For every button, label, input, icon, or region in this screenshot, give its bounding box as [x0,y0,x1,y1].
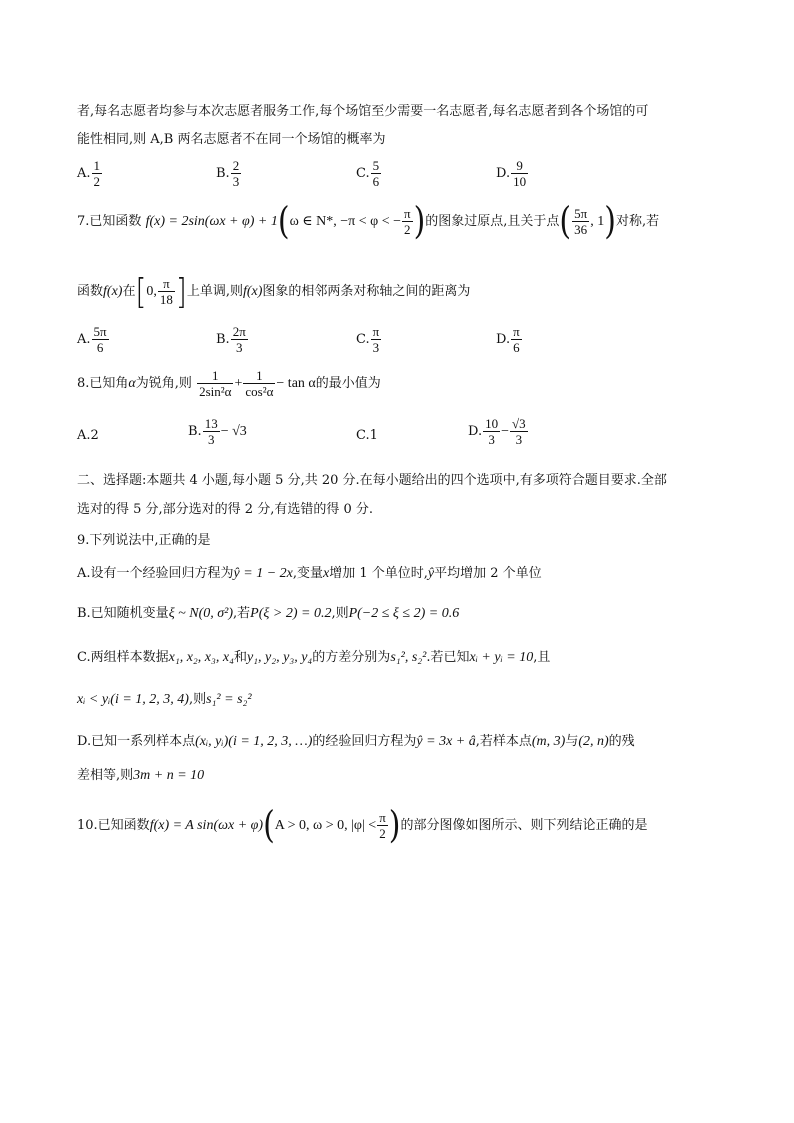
q8-option-d: D. $\frac{10}{3}$ − $\frac{√3}{3}$ [468,416,526,447]
q7-option-d: D. $\frac{\pi}{6}$ [496,324,520,355]
q9-stem: 9.下列说法中,正确的是 [77,533,211,548]
q7-stem-line1: 7.已知函数 f(x) = 2sin(ωx + φ) + 1(ω ∈ N*, −π < φ < − $\frac{\pi}{2}$ )的图象过原点,且关于点( $\frac{5\pi}{36}$ , 1)对称,若 [77,199,660,243]
q6-option-d: D. $\frac{9}{10}$ [496,158,527,189]
q7-option-a: A. $\frac{5\pi}{6}$ [77,324,107,355]
q9-option-c-line2: xᵢ < yᵢ(i = 1, 2, 3, 4),则s₁² = s₂² [77,692,252,707]
q9-option-d-line1: D.已知一系列样本点(xᵢ, yᵢ)(i = 1, 2, 3, …)的经验回归方程为ŷ = 3x + â,若样本点(m, 3)与(2, n)的残 [77,734,635,749]
q10-stem: 10.已知函数f(x) = A sin(ωx + φ)(A > 0, ω > 0, |φ| < $\frac{\pi}{2}$ )的部分图像如图所示、则下列结论正确的是 [77,803,648,847]
q8-option-a: A.2 [77,428,99,443]
q9-option-a: A.设有一个经验回归方程为ŷ = 1 − 2x,变量x增加 1 个单位时,ŷ平均增加 2 个单位 [77,566,542,581]
section2-instructions-line1: 二、选择题:本题共 4 小题,每小题 5 分,共 20 分.在每小题给出的四个选项中,有多项符合题目要求.全部 [77,473,667,488]
q6-option-b: B. $\frac{2}{3}$ [216,158,240,189]
q9-option-c-line1: C.两组样本数据x₁, x₂, x₃, x₄和y₁, y₂, y₃, y₄的方差分别为s₁², s₂².若已知xᵢ + yᵢ = 10,且 [77,650,551,665]
section2-instructions-line2: 选对的得 5 分,部分选对的得 2 分,有选错的得 0 分. [77,502,374,517]
q9-option-b: B.已知随机变量ξ ~ N(0, σ²),若P(ξ > 2) = 0.2,则P(−2 ≤ ξ ≤ 2) = 0.6 [77,606,460,621]
q6-text-line2: 能性相同,则 A,B 两名志愿者不在同一个场馆的概率为 [77,132,386,147]
q7-option-b: B. $\frac{2\pi}{3}$ [216,324,246,355]
q8-stem: 8.已知角α为锐角,则 $\frac{1}{\text{2sin²α}}$ + $\frac{1}{\text{cos²α}}$ − tan α的最小值为 [77,368,381,399]
q6-option-a: A. $\frac{1}{2}$ [77,158,101,189]
q9-option-d-line2: 差相等,则3m + n = 10 [77,768,205,783]
q8-option-c: C.1 [356,428,378,443]
q8-option-b: B. $\frac{13}{3}$ − √3 [188,416,247,447]
q6-text-line1: 者,每名志愿者均参与本次志愿者服务工作,每个场馆至少需要一名志愿者,每名志愿者到各个场馆的可 [77,104,649,119]
q7-stem-line2: 函数f(x)在[0, $\frac{\pi}{18}$ ]上单调,则f(x)图象的相邻两条对称轴之间的距离为 [77,270,471,312]
q7-option-c: C. $\frac{\pi}{3}$ [356,324,380,355]
q6-option-c: C. $\frac{5}{6}$ [356,158,380,189]
